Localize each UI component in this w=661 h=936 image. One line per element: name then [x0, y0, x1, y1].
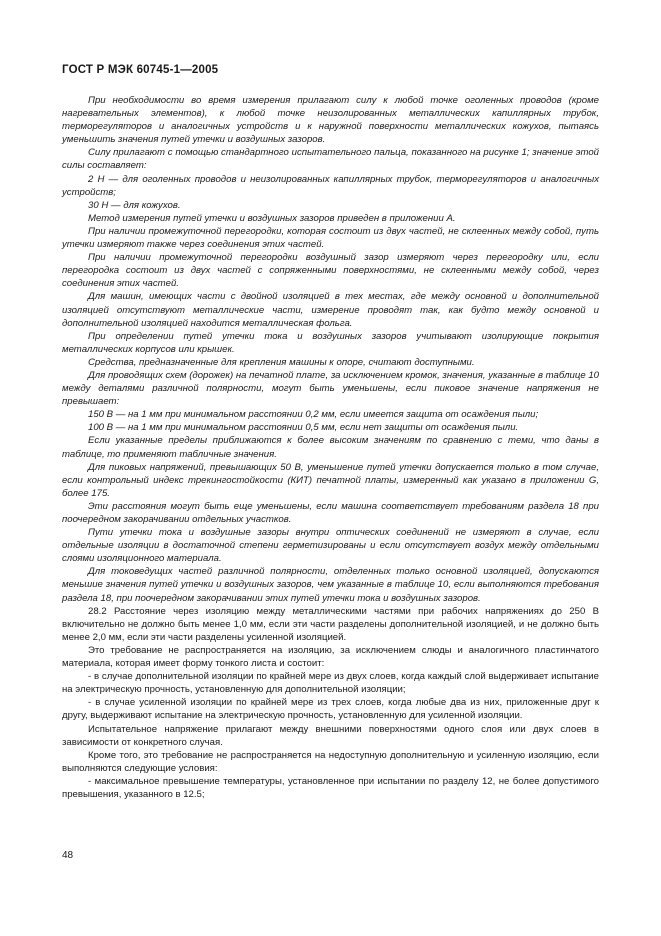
paragraph: 28.2 Расстояние через изоляцию между металлическими частями при рабочих напряжениях до 250 В включительно не должно быть менее 1,0 мм, если эти части разделены дополнительной изоляцией, и не должно быть менее 2,0 мм, если эти части разделены усиленной изоляцией. — [62, 605, 599, 643]
paragraph: 30 Н — для кожухов. — [88, 199, 181, 211]
paragraph: - в случае дополнительной изоляции по крайней мере из двух слоев, когда каждый слой выдерживает испытание на электрическую прочность, установленную для дополнительной изоляции; — [62, 671, 599, 696]
paragraph: Средства, предназначенные для крепления машины к опоре, считают доступными. — [88, 356, 475, 368]
paragraph: Пути утечки тока и воздушные зазоры внутри оптических соединений не измеряют в случае, если отдельные изоляции в достаточной степени герметизированы и если отсутствует воздух между отдельными слоями изоляционного материала. — [62, 527, 599, 565]
paragraph: Для пиковых напряжений, превышающих 50 В, уменьшение путей утечки допускается только в том случае, если контрольный индекс трекингостойкости (КИТ) печатной платы, измеренный как указано в приложении G, более 175. — [62, 461, 599, 499]
paragraph: Для проводящих схем (дорожек) на печатной плате, за исключением кромок, значения, указанные в таблице 10 между деталями различной полярности, могут быть уменьшены, если пиковое значение напряжения не превышает: — [62, 369, 599, 408]
paragraph: Кроме того, это требование не распространяется на недоступную дополнительную и усиленную изоляцию, если выполняются следующие условия: — [62, 749, 599, 774]
paragraph: Метод измерения путей утечки и воздушных зазоров приведен в приложении А. — [88, 212, 456, 224]
paragraph: - в случае усиленной изоляции по крайней мере из трех слоев, когда любые два из них, приложенные друг к другу, выдерживают испытание на электрическую прочность, установленную для усиленной изоляции. — [62, 697, 599, 722]
paragraph: Испытательное напряжение прилагают между внешними поверхностями одного слоя или двух слоев в зависимости от конкретного случая. — [62, 723, 599, 748]
page-number: 48 — [62, 850, 74, 861]
paragraph: 100 В — на 1 мм при минимальном расстоянии 0,5 мм, если нет защиты от осаждения пыли. — [88, 422, 519, 434]
paragraph: При наличии промежуточной перегородки, которая состоит из двух частей, не склеенных между собой, путь утечки измеряют также через соединения этих частей. — [62, 225, 599, 251]
paragraph: Эти расстояния могут быть еще уменьшены, если машина соответствует требованиям раздела 18 при поочередном закорачивании отдельных участков. — [62, 500, 599, 525]
paragraph: 2 Н — для оголенных проводов и неизолированных капиллярных трубок, терморегуляторов и аналогичных устройств; — [62, 173, 599, 198]
paragraph: Для машин, имеющих части с двойной изоляцией в тех местах, где между основной и дополнительной изоляцией отсутствуют металлические части, измерение проводят так, как будто между основной и дополнительной изоляцией находится металлическая фольга. — [62, 291, 599, 329]
document-header: ГОСТ Р МЭК 60745-1—2005 — [62, 64, 219, 76]
paragraph: При определении путей утечки тока и воздушных зазоров учитывают изолирующие покрытия металлических корпусов или крышек. — [62, 330, 599, 355]
paragraph: Если указанные пределы приближаются к более высоким значениям по сравнению с теми, что даны в таблице, то применяют табличные значения. — [62, 435, 599, 460]
paragraph: 150 В — на 1 мм при минимальном расстоянии 0,2 мм, если имеется защита от осаждения пыли; — [88, 409, 539, 421]
paragraph: - максимальное превышение температуры, установленное при испытании по разделу 12, не более допустимого превышения, указанного в 12.5; — [62, 775, 599, 800]
document-page — [62, 64, 599, 801]
paragraph: Для токоведущих частей различной полярности, отделенных только основной изоляцией, допускаются меньшие значения путей утечки и воздушных зазоров, чем указанные в таблице 10, если выполняются требования раздела 18, при поочередном закорачивании этих путей утечки тока и воздушных зазоров. — [62, 566, 599, 604]
paragraph: Это требование не распространяется на изоляцию, за исключением слюды и аналогичного пластинчатого материала, которая имеет форму тонкого листа и состоит: — [62, 644, 599, 670]
paragraph: При необходимости во время измерения прилагают силу к любой точке оголенных проводов (кроме нагревательных элементов), к любой точке неизолированных металлических капиллярных трубок, терморегуляторов и аналогичных устройств и к наружной поверхности металлических кожухов, пытаясь уменьшить значения путей утечки и воздушных зазоров. — [62, 95, 599, 146]
paragraph: При наличии промежуточной перегородки воздушный зазор измеряют через перегородку или, если перегородка состоит из двух частей с сопряженными поверхностями, не склеенными между собой, через соединения этих частей. — [62, 252, 599, 290]
paragraph: Силу прилагают с помощью стандартного испытательного пальца, показанного на рисунке 1; значение этой силы составляет: — [62, 147, 599, 172]
document-body — [62, 94, 599, 801]
